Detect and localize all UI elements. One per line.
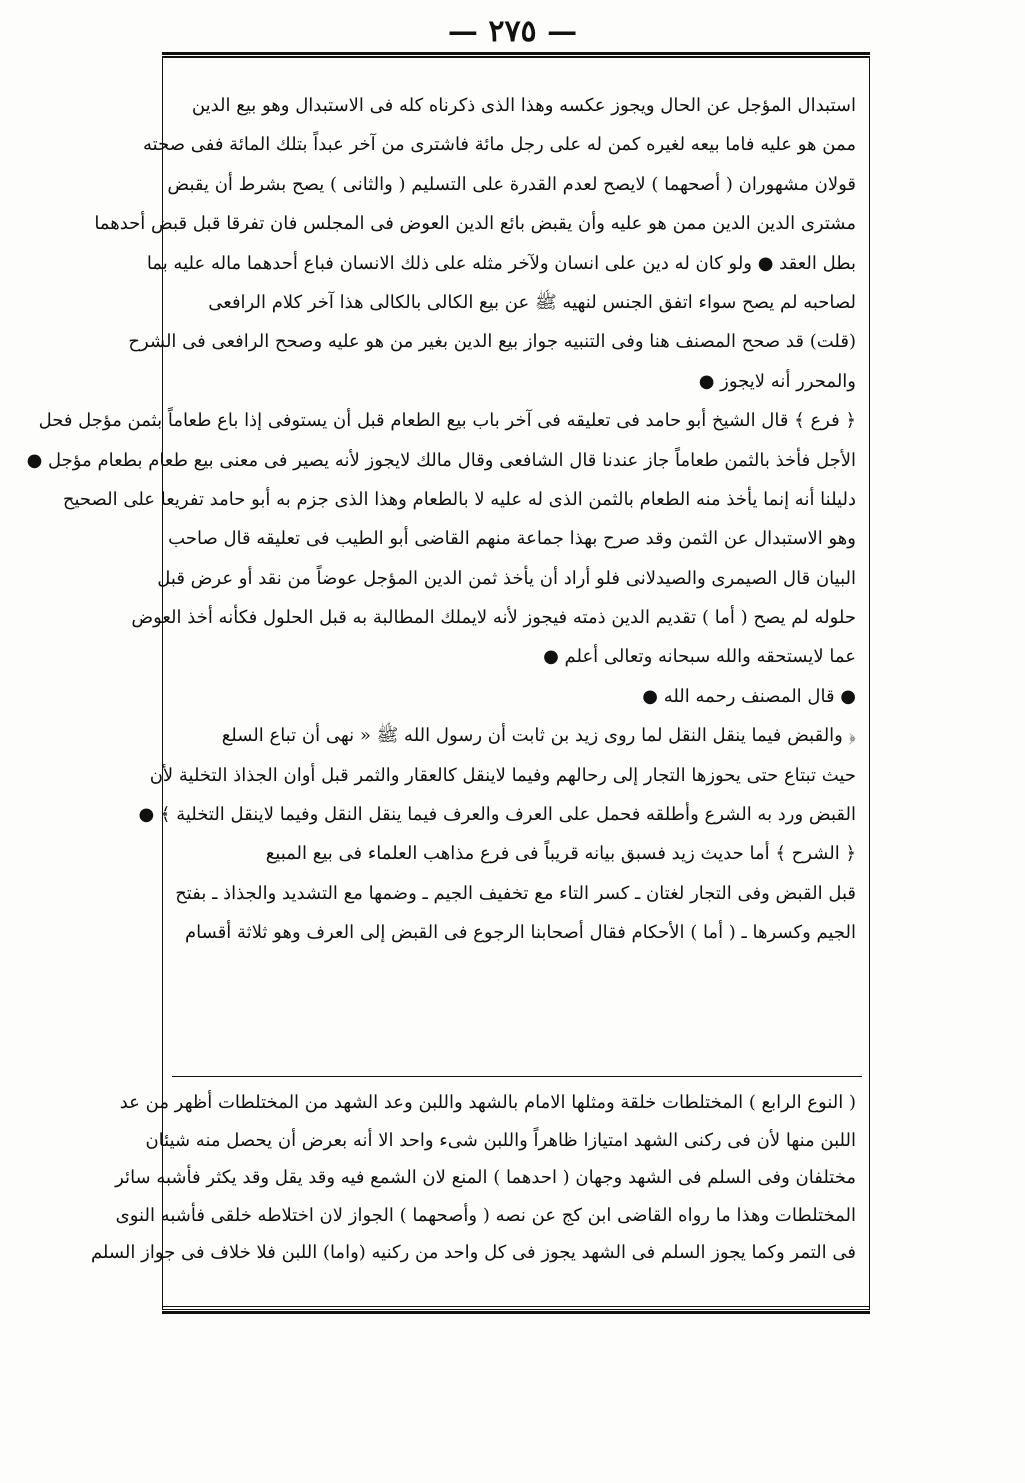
page-number: — ٢٧٥ — xyxy=(447,14,578,49)
text-line: القبض ورد به الشرع وأطلقه فحمل على العرف والعرف فيما ينقل النقل وفيما لاينقل التخلية ﴾ ● xyxy=(138,804,856,826)
text-line: ممن هو عليه فاما بيعه لغيره كمن له على رجل مائة فاشترى من آخر عبداً بتلك المائة ففى صحته xyxy=(143,134,856,156)
text-line: (قلت) قد صحح المصنف هنا وفى التنبيه جواز بيع الدين بغير من هو عليه وصحح الرافعى فى الشرح xyxy=(128,331,856,353)
footnote-line: المختلطات وهذا ما رواه القاضى ابن كج عن نصه ( وأصحهما ) الجواز لان اختلاطه خلقى فأشبه النوى xyxy=(115,1204,856,1226)
footnote-line: مختلفان وفى السلم فى الشهد وجهان ( احدهما ) المنع لان الشمع فيه وقد يقل وقد يكثر فأشبه سائر xyxy=(115,1167,856,1188)
text-line: والمحرر أنه لايجوز ● xyxy=(698,370,856,392)
text-line: حيث تبتاع حتى يحوزها التجار إلى رحالهم وفيما لاينقل كالعقار والثمر قبل أوان الجذاذ التخلية لأن xyxy=(149,764,856,786)
text-line: عما لايستحقه والله سبحانه وتعالى أعلم ● xyxy=(543,646,856,668)
text-line: ﴿ الشرح ﴾ أما حديث زيد فسبق بيانه قريباً فى فرع مذاهب العلماء فى بيع المبيع xyxy=(265,843,856,865)
text-line: الأجل فأخذ بالثمن طعاماً جاز عندنا قال الشافعى وقال مالك لايجوز لأنه يصير فى معنى بيع طعام بطعام مؤجل ● xyxy=(26,449,856,471)
text-line: البيان قال الصيمرى والصيدلانى فلو أراد أن يأخذ ثمن الدين المؤجل عوضاً من نقد أو عرض قبل xyxy=(157,567,856,589)
main-text xyxy=(26,86,856,953)
text-line: قبل القبض وفى التجار لغتان ـ كسر التاء مع تخفيف الجيم ـ وضمها مع التشديد والجذاذ ـ بفتح xyxy=(175,882,856,904)
text-line: الجيم وكسرها ـ ( أما ) الأحكام فقال أصحابنا الرجوع فى القبض إلى العرف وهو ثلاثة أقسام xyxy=(185,922,856,944)
text-line: بطل العقد ● ولو كان له دين على انسان ولآخر مثله على ذلك الانسان فباع أحدهما ماله عليه بما xyxy=(146,252,856,274)
text-line: دليلنا أنه إنما يأخذ منه الطعام بالثمن الذى له عليه لا بالطعام وهذا الذى جزم به أبو حامد تفريعا على الصحيح xyxy=(62,488,856,510)
text-line: وهو الاستبدال عن الثمن وقد صرح بهذا جماعة منهم القاضى أبو الطيب فى تعليقه قال صاحب xyxy=(168,528,856,550)
footnote-line: فى التمر وكما يجوز السلم فى الشهد يجوز فى كل واحد من ركنيه (واما) اللبن فلا خلاف فى جواز السلم xyxy=(90,1242,856,1263)
text-line: لصاحبه لم يصح سواء اتفق الجنس لنهيه ﷺ عن بيع الكالى بالكالى هذا آخر كلام الرافعى xyxy=(208,291,856,313)
text-line: مشترى الدين الدين ممن هو عليه وأن يقبض بائع الدين العوض فى المجلس فان تفرقا قبل قبض أحدهما xyxy=(94,213,856,235)
footnote-text xyxy=(90,1084,856,1272)
text-line: حلوله لم يصح ( أما ) تقديم الدين ذمته فيجوز لأنه لايملك المطالبة به قبل الحلول فكأنه أخذ العوض xyxy=(131,607,856,629)
frame-bottom-border xyxy=(162,1306,870,1314)
text-line: ﴿ فرع ﴾ قال الشيخ أبو حامد فى تعليقه فى آخر باب بيع الطعام قبل أن يستوفى إذا باع طعاماً بثمن مؤجل فحل xyxy=(38,410,856,432)
footnote-line: اللبن منها لأن فى ركنى الشهد امتيازا ظاهراً واللبن شىء واحد الا أنه بعرض أن يحصل منه شيئان xyxy=(145,1129,856,1151)
text-line: ● قال المصنف رحمه الله ● xyxy=(642,685,856,707)
text-line: استبدال المؤجل عن الحال ويجوز عكسه وهذا الذى ذكرناه كله فى الاستبدال وهو بيع الدين xyxy=(191,95,856,116)
text-line: ﴿ والقبض فيما ينقل النقل لما روى زيد بن ثابت أن رسول الله ﷺ « نهى أن تباع السلع xyxy=(221,725,856,747)
footnote-separator xyxy=(172,1076,862,1077)
footnote-line: ( النوع الرابع ) المختلطات خلقة ومثلها الامام بالشهد واللبن وعد الشهد من المختلطات أظهر من عد xyxy=(119,1092,856,1113)
text-line: قولان مشهوران ( أصحهما ) لايصح لعدم القدرة على التسليم ( والثانى ) يصح بشرط أن يقبض xyxy=(167,173,856,195)
